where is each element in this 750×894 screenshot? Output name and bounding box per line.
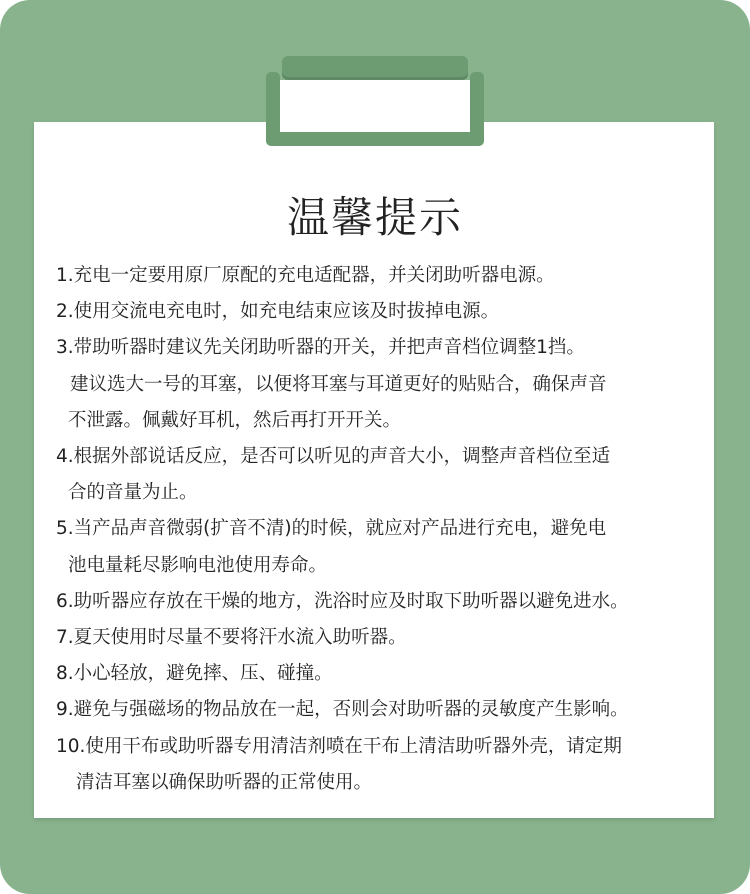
- list-item: [56, 584, 706, 620]
- list-item-line: 不泄露。佩戴好耳机，然后再打开开关。: [68, 409, 402, 431]
- list-item-line: 8.小心轻放，避免摔、压、碰撞。: [56, 663, 333, 685]
- list-item: [56, 656, 706, 692]
- clip-bottom-bar: [266, 132, 484, 146]
- list-item-line: 9.避免与强磁场的物品放在一起，否则会对助听器的灵敏度产生影响。: [56, 699, 629, 721]
- list-item-line: 5.当产品声音微弱(扩音不清)的时候，就应对产品进行充电，避免电: [56, 518, 607, 540]
- clipboard-clip: [264, 56, 486, 152]
- clip-top-bar: [282, 56, 468, 80]
- list-item-line: 6.助听器应存放在干燥的地方，洗浴时应及时取下助听器以避免进水。: [56, 590, 629, 612]
- tips-list: [56, 258, 706, 801]
- list-item-line: 合的音量为止。: [68, 482, 198, 504]
- list-item: [56, 729, 706, 801]
- list-item: [56, 258, 706, 294]
- list-item-line: 2.使用交流电充电时，如充电结束应该及时拔掉电源。: [56, 301, 500, 323]
- page-title: 温馨提示: [286, 193, 463, 242]
- list-item-line: 3.带助听器时建议先关闭助听器的开关，并把声音档位调整1挡。: [56, 337, 585, 359]
- list-item-line: 1.充电一定要用原厂原配的充电适配器，并关闭助听器电源。: [56, 265, 555, 286]
- list-item: [56, 330, 706, 439]
- list-item-line: 建议选大一号的耳塞，以便将耳塞与耳道更好的贴贴合，确保声音: [70, 373, 607, 395]
- clip-opening: [280, 80, 470, 132]
- list-item-line: 4.根据外部说话反应，是否可以听见的声音大小，调整声音档位至适: [56, 446, 611, 468]
- list-item-line: 7.夏天使用时尽量不要将汗水流入助听器。: [56, 627, 407, 649]
- list-item: [56, 294, 706, 330]
- list-item-line: 清洁耳塞以确保助听器的正常使用。: [76, 771, 373, 793]
- list-item: [56, 620, 706, 656]
- list-item-line: 10.使用干布或助听器专用清洁剂喷在干布上清洁助听器外壳，请定期: [56, 735, 622, 757]
- list-item: [56, 692, 706, 728]
- list-item: [56, 511, 706, 583]
- list-item: [56, 439, 706, 511]
- list-item-line: 池电量耗尽影响电池使用寿命。: [68, 554, 328, 576]
